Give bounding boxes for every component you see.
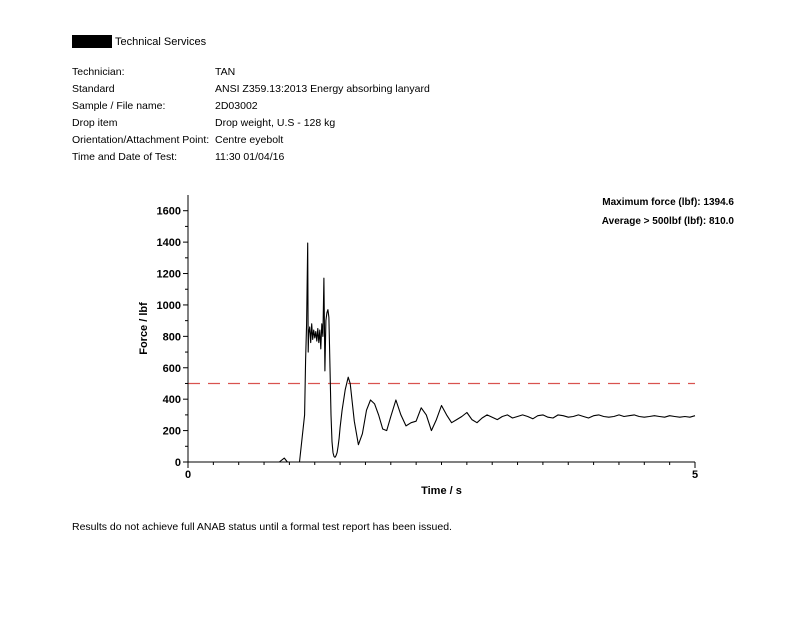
- y-tick-label: 0: [174, 457, 181, 469]
- avg-force-value: 810.0: [708, 216, 734, 227]
- force-series-line: [188, 243, 695, 462]
- meta-value: ANSI Z359.13:2013 Energy absorbing lanyard: [215, 83, 430, 95]
- x-tick-label: 0: [184, 469, 192, 481]
- meta-label: Technician:: [72, 66, 125, 78]
- y-tick-label: 200: [162, 425, 181, 438]
- y-axis-label: Force / lbf: [138, 302, 150, 355]
- y-axis-ticks: [157, 206, 188, 469]
- footer-note: Results do not achieve full ANAB status until a formal test report has been issued.: [72, 521, 452, 533]
- y-tick-label: 800: [162, 331, 181, 344]
- y-tick-label: 400: [162, 394, 181, 407]
- y-tick-label: 1000: [156, 299, 181, 312]
- max-force-value: 1394.6: [703, 197, 734, 208]
- x-axis-label: Time / s: [421, 485, 462, 497]
- meta-value: TAN: [215, 66, 236, 78]
- x-axis-ticks: [185, 462, 698, 481]
- meta-label: Time and Date of Test:: [72, 151, 178, 163]
- meta-value: 11:30 01/04/16: [215, 151, 285, 163]
- y-tick-label: 1200: [156, 268, 181, 281]
- x-tick-label: 5: [691, 469, 699, 481]
- max-force-label: Maximum force (lbf):: [602, 197, 701, 208]
- meta-label: Sample / File name:: [72, 100, 166, 112]
- meta-label: Orientation/Attachment Point:: [72, 134, 210, 146]
- y-tick-label: 1400: [156, 237, 181, 250]
- y-tick-label: 1600: [156, 205, 181, 218]
- meta-value: Centre eyebolt: [215, 134, 284, 146]
- meta-label: Drop item: [72, 117, 118, 129]
- meta-value: 2D03002: [215, 100, 258, 112]
- avg-force-label: Average > 500lbf (lbf):: [601, 216, 707, 227]
- meta-label: Standard: [72, 83, 115, 95]
- y-tick-label: 600: [162, 362, 181, 375]
- meta-value: Drop weight, U.S - 128 kg: [215, 117, 336, 129]
- header-title: Technical Services: [115, 35, 207, 48]
